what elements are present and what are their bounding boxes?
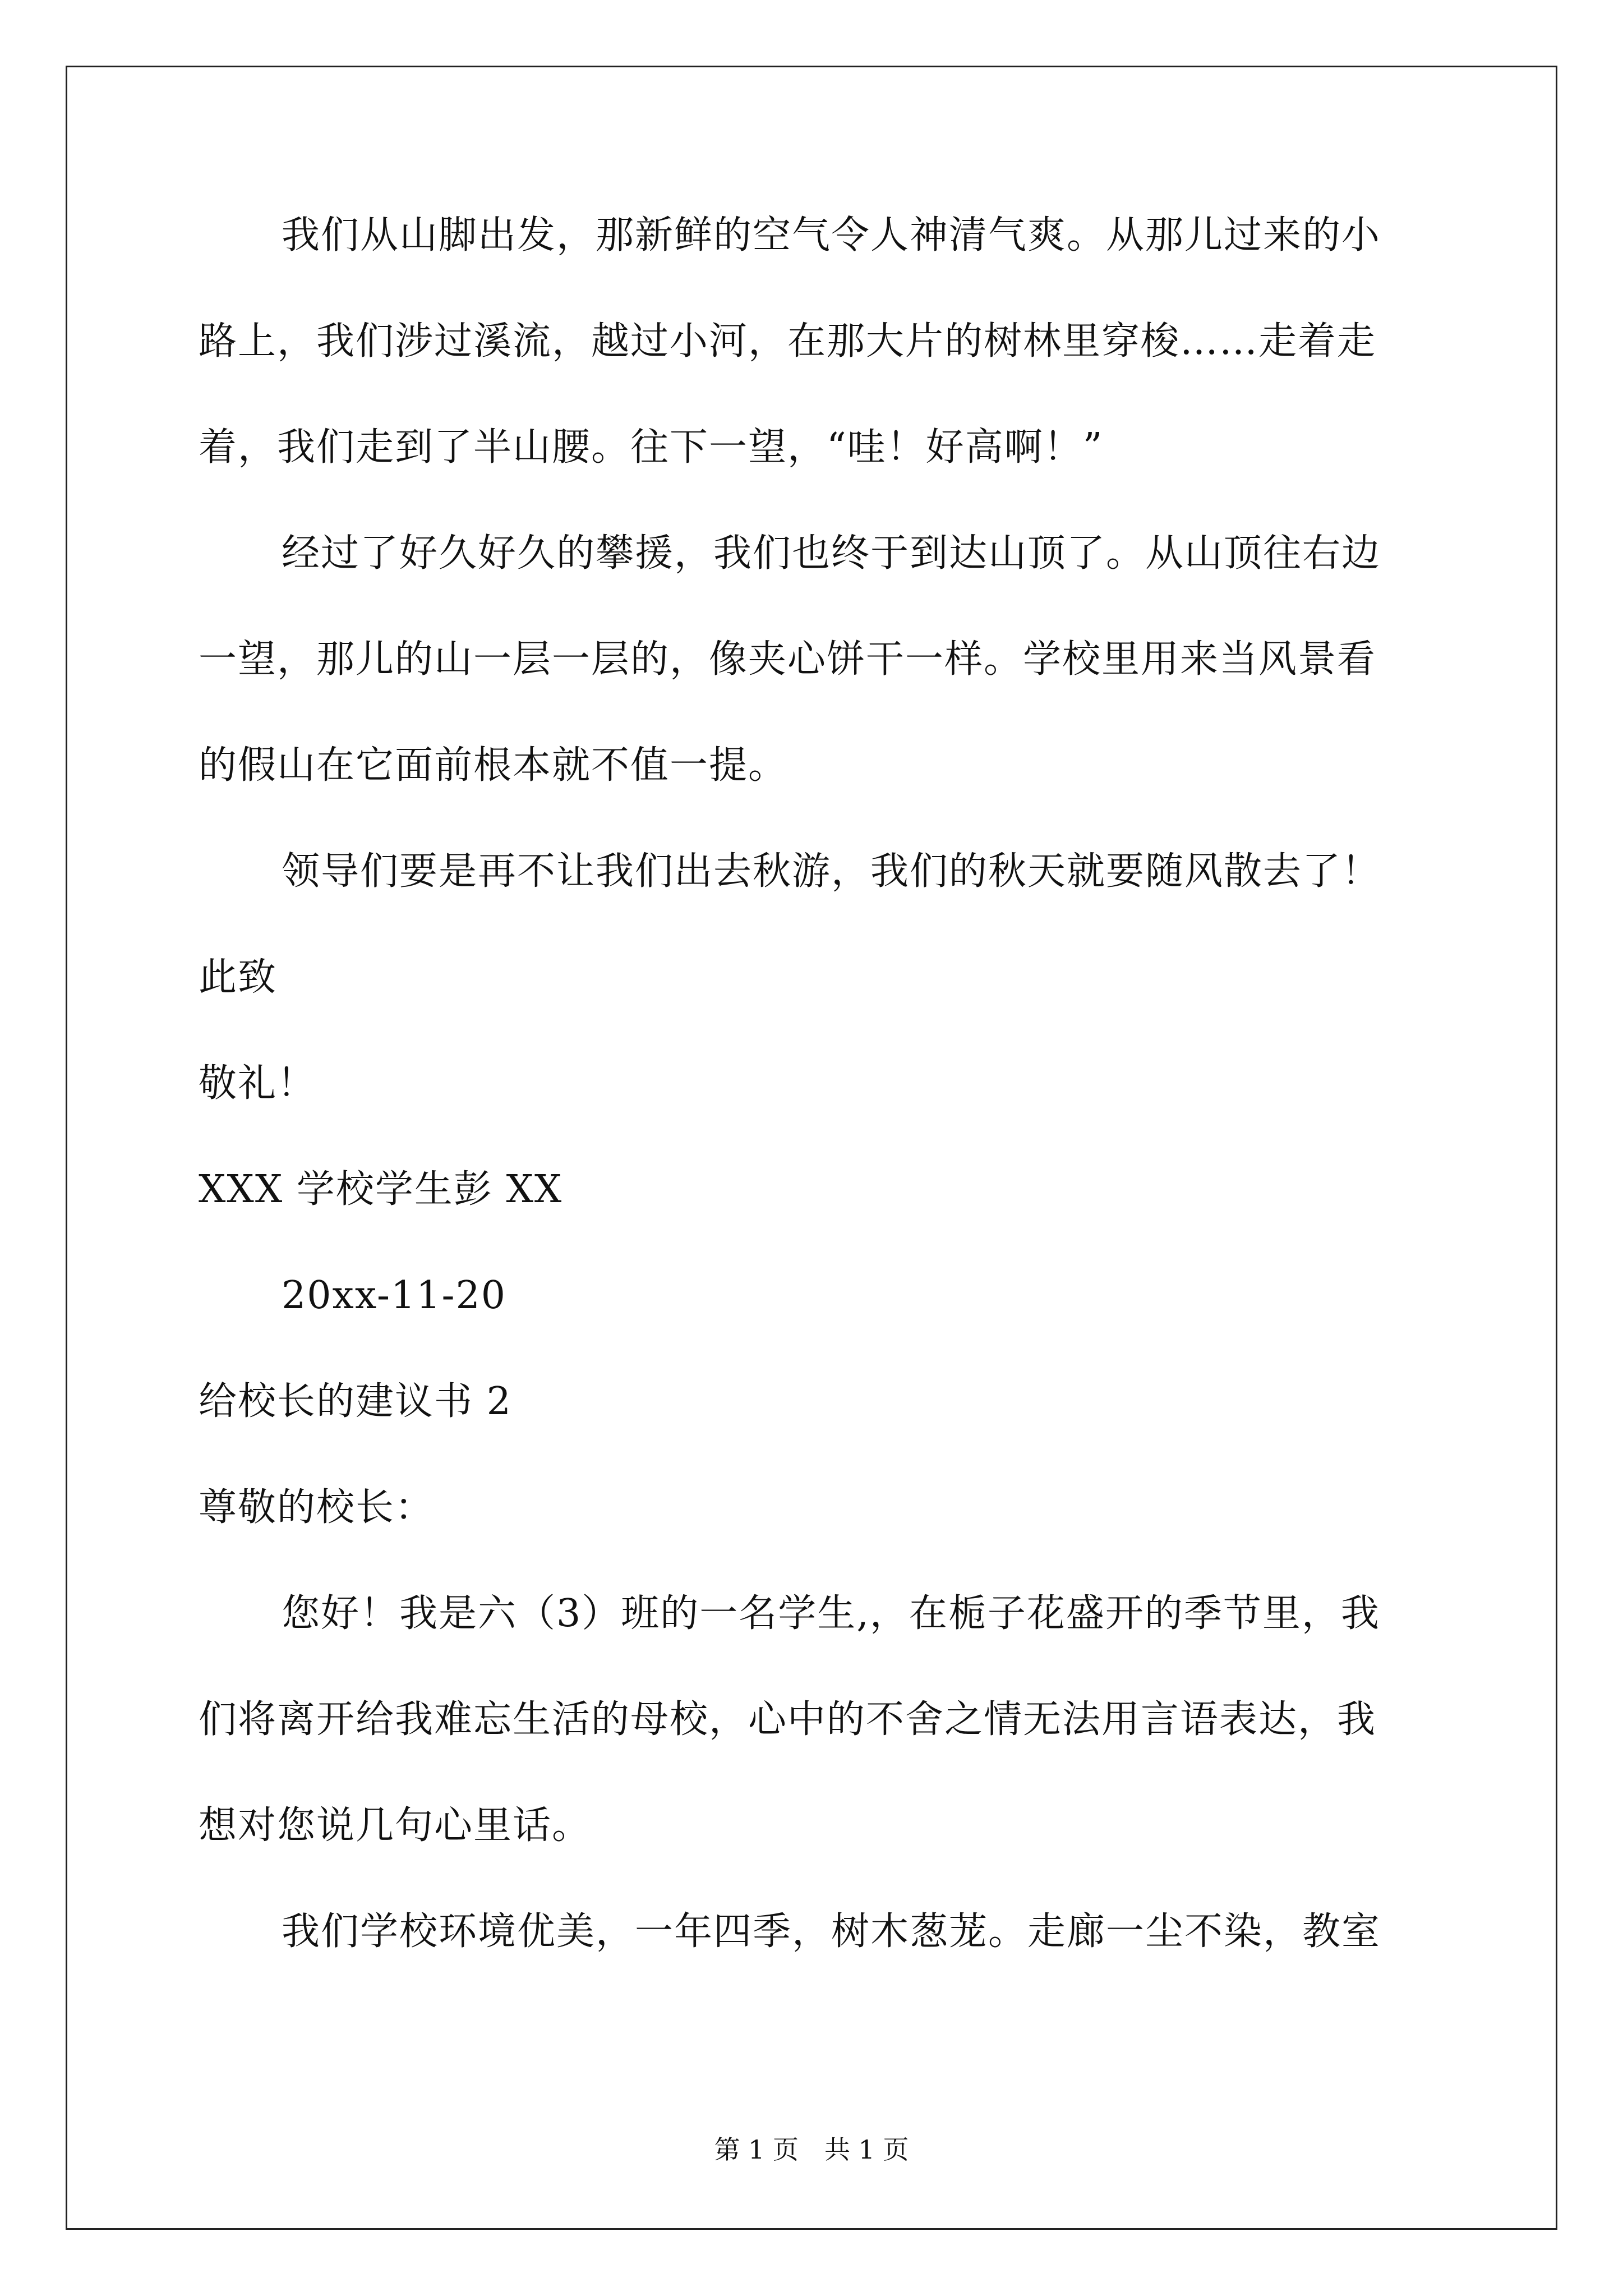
date: 20xx-11-20 [282, 1273, 507, 1318]
paragraph-line: 我们学校环境优美，一年四季，树木葱茏。走廊一尘不染，教室 [282, 1910, 1381, 1954]
paragraph-line: 想对您说几句心里话。 [199, 1803, 592, 1848]
paragraph-line: 路上，我们涉过溪流，越过小河，在那大片的树林里穿梭……走着走 [199, 319, 1377, 364]
greeting: 尊敬的校长： [199, 1485, 435, 1530]
signature: XXX 学校学生彭 XX [199, 1167, 563, 1212]
page-frame [66, 66, 1557, 2230]
paragraph-line: 您好！我是六（3）班的一名学生,，在栀子花盛开的季节里，我 [282, 1591, 1380, 1636]
page-number-footer: 第 1 页 共 1 页 [714, 2134, 909, 2165]
closing-salutation: 此致 [199, 955, 278, 1000]
section-title: 给校长的建议书 2 [199, 1379, 512, 1424]
closing-regards: 敬礼！ [199, 1061, 317, 1106]
paragraph-line: 我们从山脚出发，那新鲜的空气令人神清气爽。从那儿过来的小 [282, 213, 1381, 257]
paragraph-line: 经过了好久好久的攀援，我们也终于到达山顶了。从山顶往右边 [282, 531, 1381, 576]
paragraph-line: 们将离开给我难忘生活的母校，心中的不舍之情无法用言语表达，我 [199, 1697, 1377, 1742]
paragraph-line: 着，我们走到了半山腰。往下一望，“哇！好高啊！” [199, 425, 1104, 470]
paragraph-line: 一望，那儿的山一层一层的，像夹心饼干一样。学校里用来当风景看 [199, 637, 1377, 682]
paragraph-line: 的假山在它面前根本就不值一提。 [199, 743, 788, 788]
paragraph-line: 领导们要是再不让我们出去秋游，我们的秋天就要随风散去了！ [282, 849, 1381, 894]
